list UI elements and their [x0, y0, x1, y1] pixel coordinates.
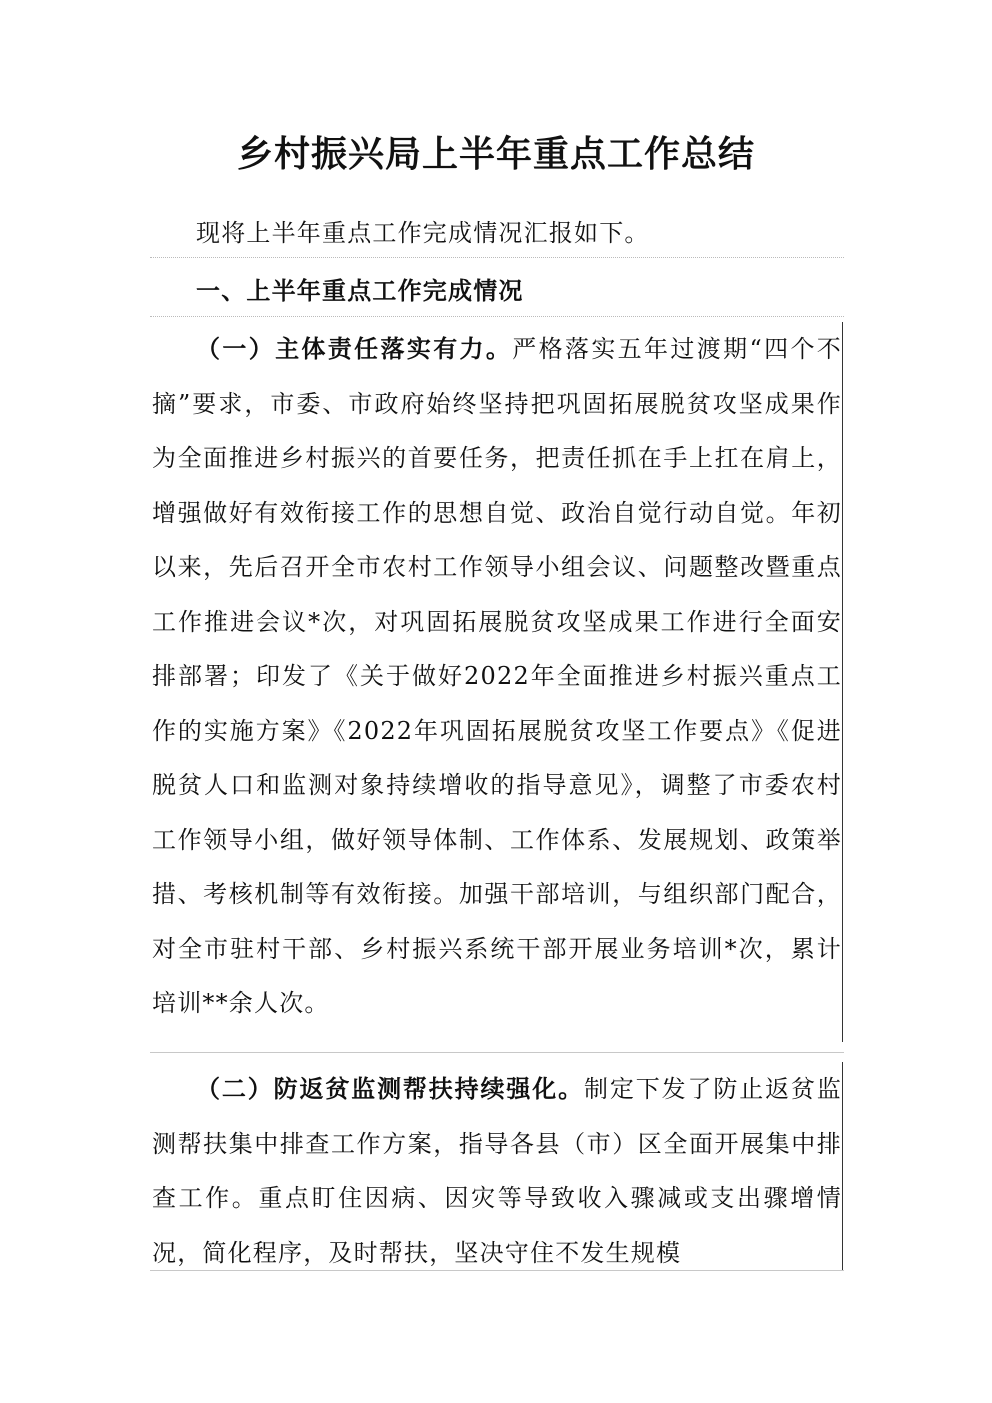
paragraph-1-body: 严格落实五年过渡期“四个不摘”要求，市委、市政府始终坚持把巩固拓展脱贫攻坚成果作为全面推进乡村振兴的首要任务，把责任抓在手上扛在肩上，增强做好有效衔接工作的思想自觉、政治自觉行动自觉。年初以来，先后召开全市农村工作领导小组会议、问题整改暨重点工作推进会议*次，对巩固拓展脱贫攻坚成果工作进行全面安排部署；印发了《关于做好2022年全面推进乡村振兴重点工作的实施方案》《2022年巩固拓展脱贫攻坚工作要点》《促进脱贫人口和监测对象持续增收的指导意见》，调整了市委农村工作领导小组，做好领导体制、工作体系、发展规划、政策举措、考核机制等有效衔接。加强干部培训，与组织部门配合，对全市驻村干部、乡村振兴系统干部开展业务培训*次，累计培训**余人次。	[152, 335, 842, 1017]
paragraph-1	[152, 322, 843, 1042]
paragraph-2	[152, 1062, 843, 1270]
intro-paragraph: 现将上半年重点工作完成情况汇报如下。	[196, 219, 650, 247]
divider	[150, 257, 844, 258]
paragraph-2-body: 制定下发了防止返贫监测帮扶集中排查工作方案，指导各县（市）区全面开展集中排查工作。重点盯住因病、因灾等导致收入骤减或支出骤增情况，简化程序，及时帮扶，坚决守住不发生规模	[152, 1075, 842, 1267]
paragraph-1-lead: （一）主体责任落实有力。	[196, 334, 513, 363]
document-title: 乡村振兴局上半年重点工作总结	[236, 133, 755, 175]
divider	[150, 1270, 844, 1271]
section-heading: 一、上半年重点工作完成情况	[196, 276, 524, 305]
divider	[150, 316, 844, 317]
paragraph-2-lead: （二）防返贫监测帮扶持续强化。	[196, 1074, 584, 1103]
divider	[150, 1052, 844, 1053]
